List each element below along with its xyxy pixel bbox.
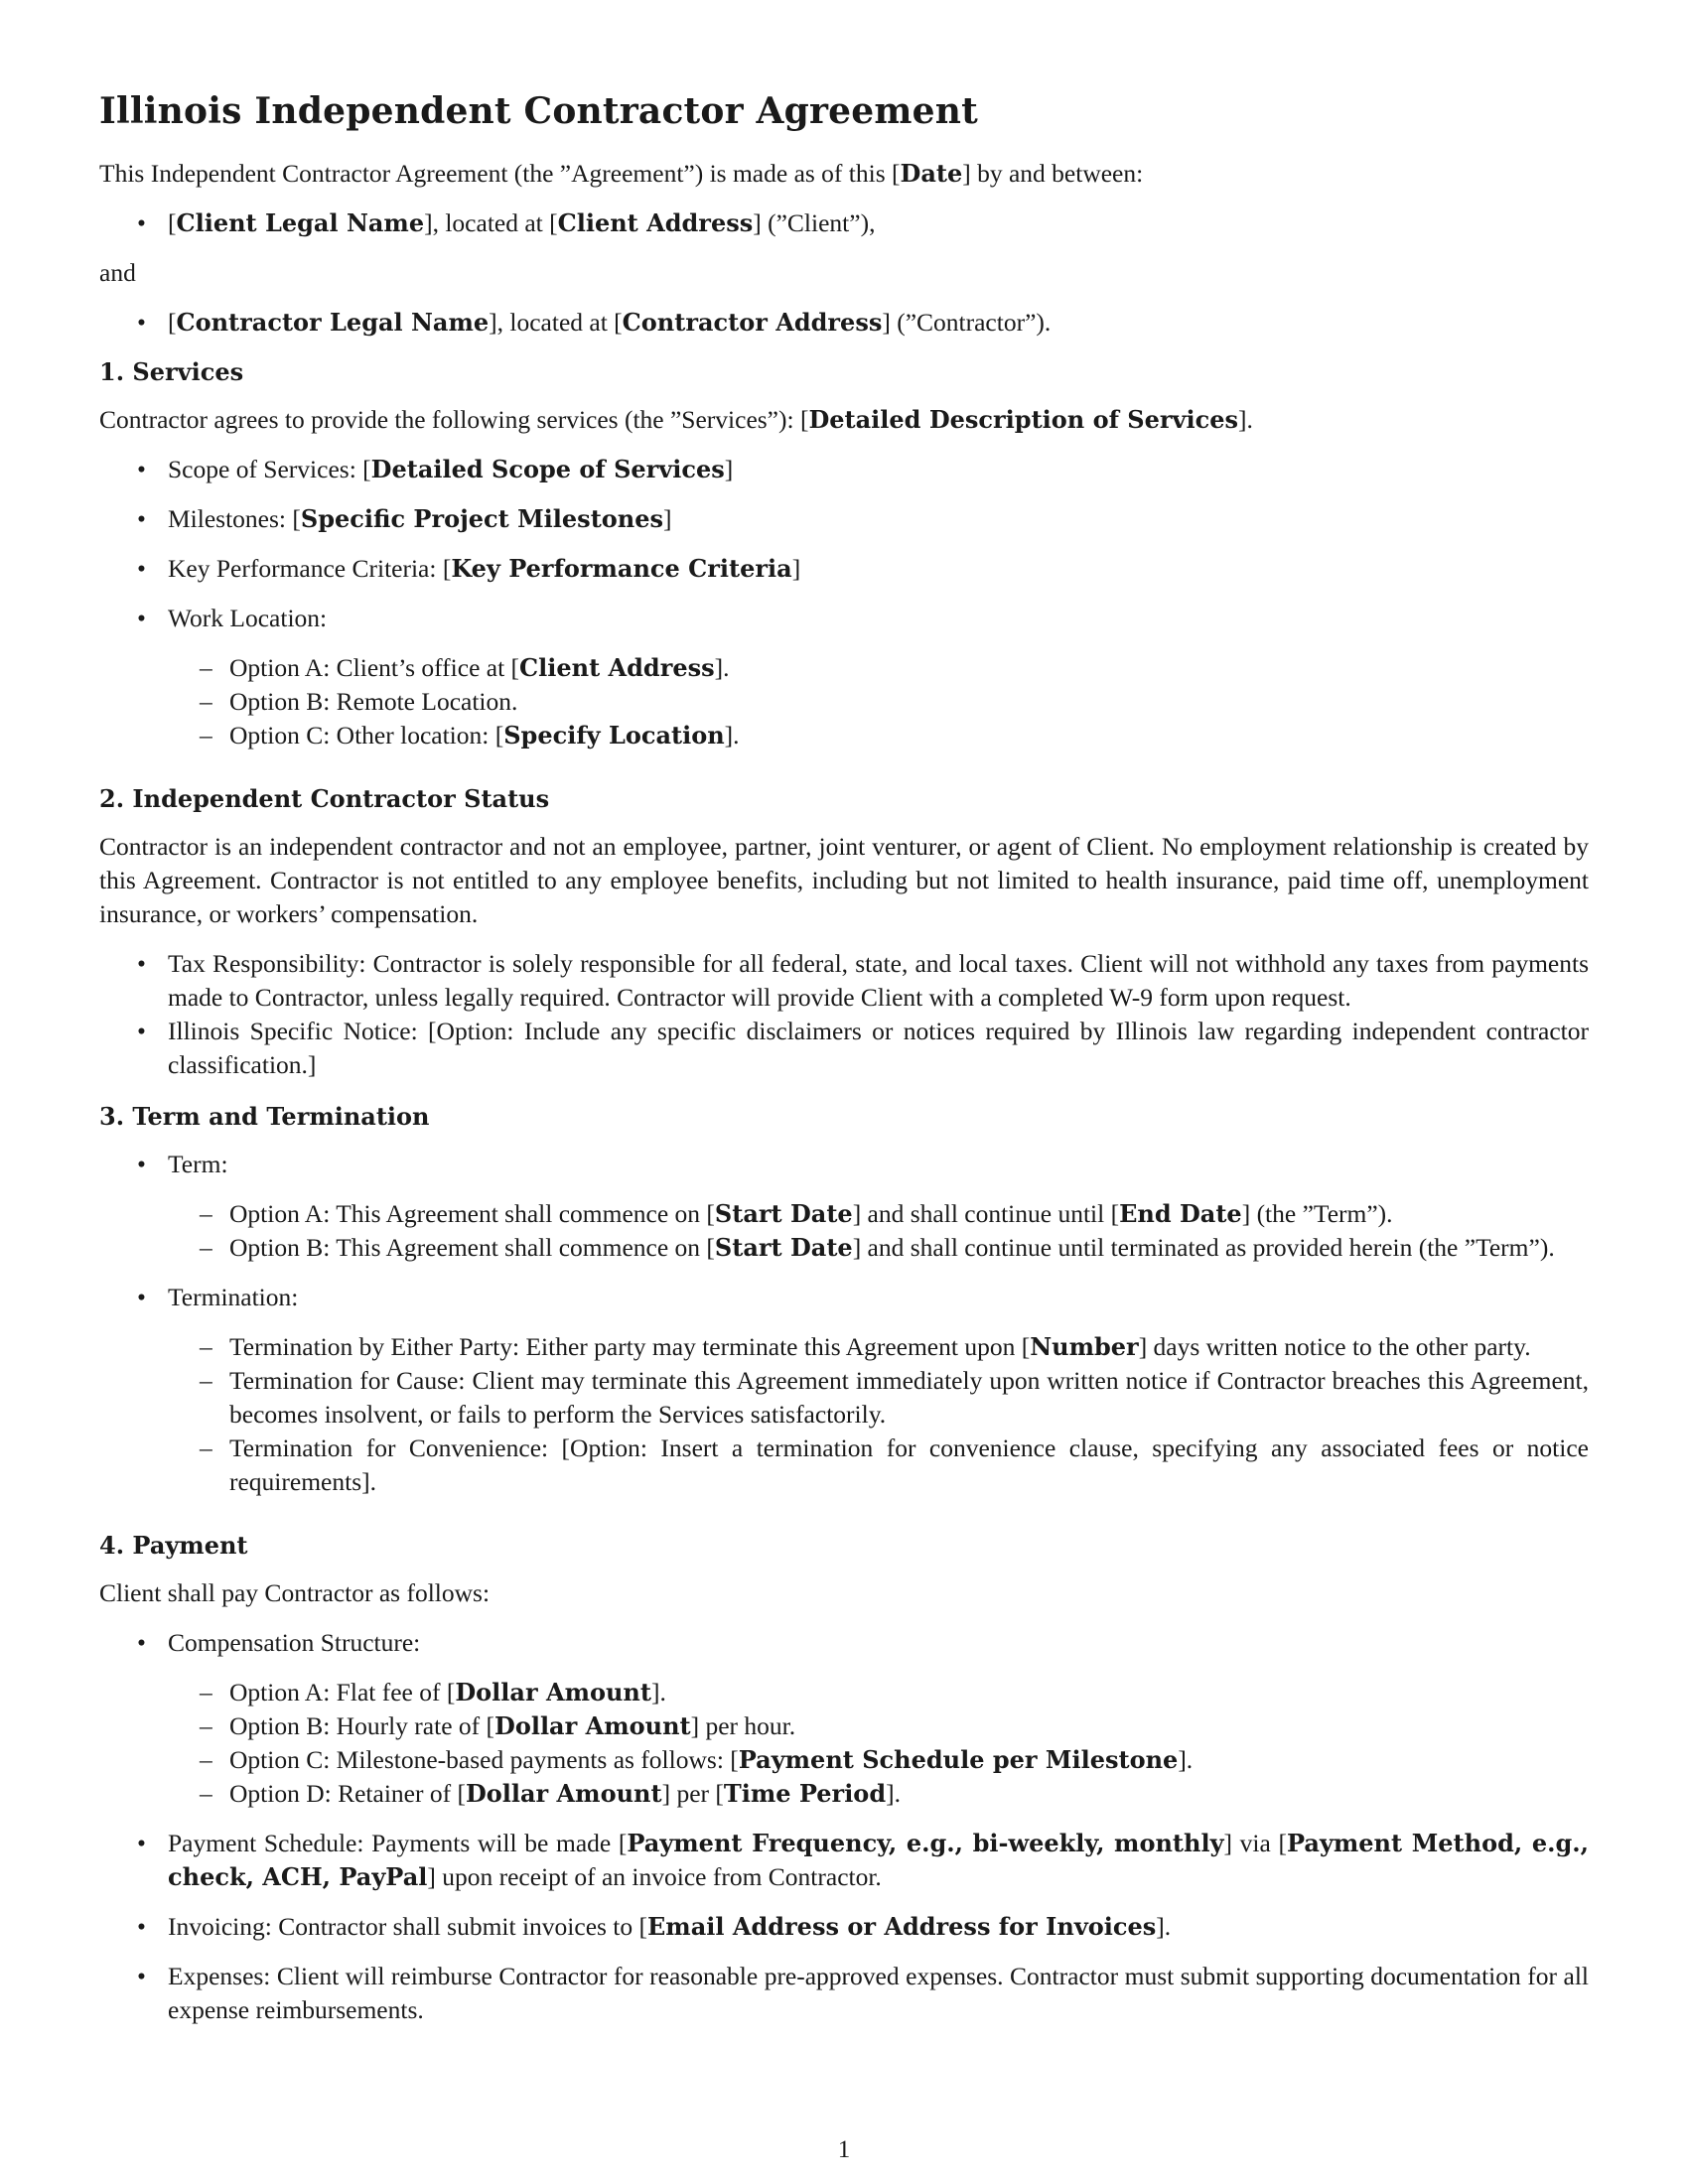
work-location-item: • Work Location: – Option A: Client’s office at [Client Address]. – Option B: Remote Location. – Option C: Other location: [Specify Location]. [99, 602, 1589, 752]
scope-item: • Scope of Services: [Detailed Scope of Services] [99, 453, 1589, 486]
services-list [99, 453, 1589, 752]
term-list [99, 1148, 1589, 1499]
compensation-options [168, 1676, 1589, 1811]
section-2-heading: 2. Independent Contractor Status [99, 784, 550, 813]
work-location-option-c: – Option C: Other location: [Specify Location]. [168, 719, 1589, 752]
milestones-item: • Milestones: [Specific Project Milestones] [99, 502, 1589, 536]
termination-either-party: – Termination by Either Party: Either party may terminate this Agreement upon [Number] days written notice to the other party. [168, 1330, 1589, 1364]
section-1-heading: 1. Services [99, 357, 244, 386]
comp-option-a: – Option A: Flat fee of [Dollar Amount]. [168, 1676, 1589, 1709]
work-location-option-a: – Option A: Client’s office at [Client Address]. [168, 651, 1589, 685]
comp-option-c: – Option C: Milestone-based payments as follows: [Payment Schedule per Milestone]. [168, 1743, 1589, 1777]
party-client-list [99, 206, 1589, 240]
illinois-notice-item: • Illinois Specific Notice: [Option: Include any specific disclaimers or notices required by Illinois law regarding independent contractor classification.] [99, 1015, 1589, 1082]
intro-paragraph: This Independent Contractor Agreement (the ”Agreement”) is made as of this [Date] by and between: [99, 159, 1144, 188]
comp-option-d: – Option D: Retainer of [Dollar Amount] per [Time Period]. [168, 1777, 1589, 1811]
page-number: 1 [837, 2136, 851, 2163]
expenses-item: • Expenses: Client will reimburse Contractor for reasonable pre-approved expenses. Contractor must submit supporting documentation for all expense reimbursements. [99, 1960, 1589, 2027]
status-list [99, 947, 1589, 1082]
kpc-item: • Key Performance Criteria: [Key Performance Criteria] [99, 552, 1589, 586]
section-3-heading: 3. Term and Termination [99, 1102, 430, 1131]
party-contractor: • [Contractor Legal Name], located at [Contractor Address] (”Contractor”). [99, 306, 1589, 340]
and-text: and [99, 258, 136, 287]
payment-schedule-item: • Payment Schedule: Payments will be made [Payment Frequency, e.g., bi-weekly, monthly] via [Payment Method, e.g., check, ACH, PayPal] upon receipt of an invoice from Contractor. [99, 1827, 1589, 1894]
term-option-a: – Option A: This Agreement shall commence on [Start Date] and shall continue until [End Date] (the ”Term”). [168, 1197, 1589, 1231]
payment-intro: Client shall pay Contractor as follows: [99, 1578, 491, 1607]
term-item: • Term: – Option A: This Agreement shall commence on [Start Date] and shall continue until [End Date] (the ”Term”). – Option B: This Agreement shall commence on [Start Date] and shall continue until terminated as provided herein (the ”Term”). [99, 1148, 1589, 1265]
document-page [99, 87, 1589, 2041]
termination-item: • Termination: – Termination by Either Party: Either party may terminate this Agreement upon [Number] days written notice to the other party. – Termination for Cause: Client may terminate this Agreement immediately upon written notice if Contractor breaches this Agreement, becomes insolvent, or fails to perform the Services satisfactorily. – Termination for Convenience: [Option: Insert a termination for convenience clause, specifying any associated fees or notice requirements]. [99, 1281, 1589, 1499]
comp-option-b: – Option B: Hourly rate of [Dollar Amount] per hour. [168, 1709, 1589, 1743]
tax-item: • Tax Responsibility: Contractor is solely responsible for all federal, state, and local taxes. Client will not withhold any taxes from payments made to Contractor, unless legally required. Contractor will provide Client with a completed W-9 form upon request. [99, 947, 1589, 1015]
services-intro: Contractor agrees to provide the following services (the ”Services”): [Detailed Description of Services]. [99, 405, 1253, 434]
termination-for-cause: – Termination for Cause: Client may terminate this Agreement immediately upon written notice if Contractor breaches this Agreement, becomes insolvent, or fails to perform the Services satisfactorily. [168, 1364, 1589, 1432]
compensation-item: • Compensation Structure: – Option A: Flat fee of [Dollar Amount]. – Option B: Hourly rate of [Dollar Amount] per hour. – Option C: Milestone-based payments as follows: [Payment Schedule per Milestone]. – Option D: Retainer of [Dollar Amount] per [Time Period]. [99, 1626, 1589, 1811]
work-location-options [168, 651, 1589, 752]
party-client: • [Client Legal Name], located at [Client Address] (”Client”), [99, 206, 1589, 240]
document-title: Illinois Independent Contractor Agreement [99, 90, 978, 132]
work-location-option-b: – Option B: Remote Location. [168, 685, 1589, 719]
term-options [168, 1197, 1589, 1265]
section-4-heading: 4. Payment [99, 1531, 248, 1560]
term-option-b: – Option B: This Agreement shall commence on [Start Date] and shall continue until terminated as provided herein (the ”Term”). [168, 1231, 1589, 1265]
termination-options [168, 1330, 1589, 1499]
party-contractor-list [99, 306, 1589, 340]
invoicing-item: • Invoicing: Contractor shall submit invoices to [Email Address or Address for Invoices]. [99, 1910, 1589, 1944]
date-placeholder: Date [900, 159, 963, 188]
termination-for-convenience: – Termination for Convenience: [Option: Insert a termination for convenience clause, specifying any associated fees or notice requirements]. [168, 1432, 1589, 1499]
status-paragraph: Contractor is an independent contractor and not an employee, partner, joint venturer, or agent of Client. No employment relationship is created by this Agreement. Contractor is not entitled to any employee benefits, including but not limited to health insurance, paid time off, unemployment insurance, or workers’ compensation. [99, 832, 1589, 928]
payment-list [99, 1626, 1589, 2027]
